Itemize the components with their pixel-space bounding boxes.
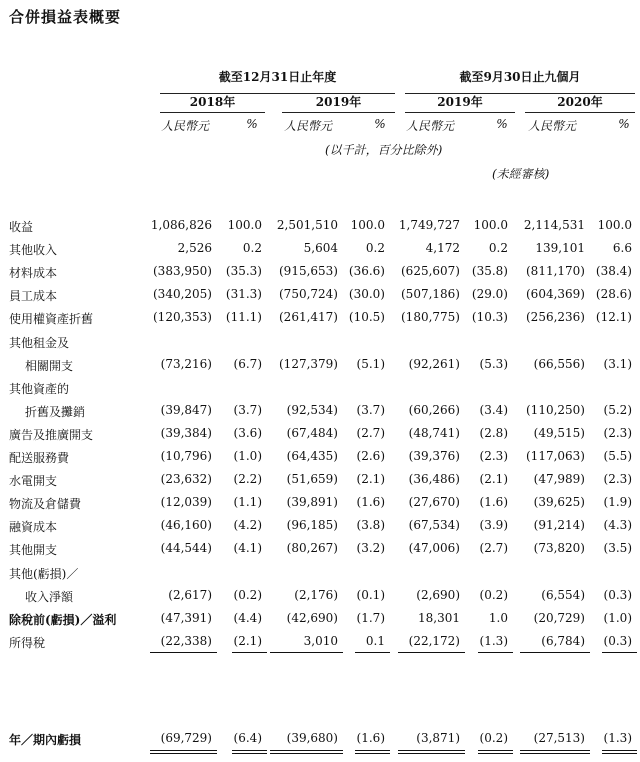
amount-cell: (47,391)	[160, 610, 212, 625]
total-double-underline	[478, 750, 513, 754]
row-label: 除稅前(虧損)／溢利	[9, 612, 117, 627]
row-label: 水電開支	[9, 474, 58, 489]
percent-cell: (4.1)	[233, 541, 262, 556]
amount-cell: 1,749,727	[398, 218, 460, 232]
amount-cell: (39,376)	[408, 449, 460, 463]
percent-cell: (30.0)	[348, 287, 385, 302]
percent-cell: (1.0)	[233, 449, 262, 463]
amount-cell: (27,513)	[533, 731, 585, 745]
amount-cell: (39,680)	[286, 731, 338, 745]
table-row	[0, 588, 640, 610]
note-thousands: (以千計，百分比除外)	[325, 143, 443, 157]
percent-cell: (1.3)	[479, 633, 508, 648]
row-label: 年／期內虧損	[9, 733, 82, 747]
table-row	[0, 611, 640, 633]
row-label: 物流及倉儲費	[9, 497, 82, 512]
unit-pct: %	[374, 117, 386, 131]
amount-cell: (2,176)	[294, 587, 338, 602]
table-row	[0, 380, 640, 402]
amount-cell: (48,741)	[408, 425, 460, 440]
unit-rmb: 人民幣元	[527, 119, 576, 133]
year-header-2019: 2019年	[282, 93, 395, 113]
total-double-underline	[232, 750, 267, 754]
percent-cell: (1.7)	[356, 610, 385, 625]
percent-cell: (3.5)	[603, 541, 632, 556]
amount-cell: (12,039)	[160, 495, 212, 510]
percent-cell: 0.1	[365, 633, 385, 648]
amount-cell: 3,010	[303, 633, 338, 648]
table-row	[0, 518, 640, 540]
row-label: 其他租金及	[9, 335, 70, 350]
row-label: 其他(虧損)／	[9, 566, 79, 581]
table-row	[0, 449, 640, 471]
amount-cell: (110,250)	[526, 402, 585, 417]
unit-pct: %	[246, 117, 258, 131]
percent-cell: (1.9)	[603, 495, 632, 510]
row-label: 折舊及攤銷	[25, 404, 86, 419]
percent-cell: (10.3)	[471, 310, 508, 325]
table-row	[0, 310, 640, 332]
amount-cell: 5,604	[303, 241, 338, 256]
unit-pct: %	[496, 117, 508, 131]
row-label: 收入淨額	[25, 589, 74, 604]
total-double-underline	[355, 750, 390, 754]
percent-cell: (3.7)	[356, 402, 385, 417]
percent-cell: 100.0	[473, 218, 508, 232]
percent-cell: (38.4)	[595, 264, 632, 279]
amount-cell: (47,006)	[408, 541, 460, 556]
amount-cell: (22,172)	[408, 633, 460, 648]
percent-cell: (1.1)	[233, 495, 262, 510]
unit-pct: %	[618, 117, 630, 131]
table-row	[0, 241, 640, 263]
amount-cell: (383,950)	[153, 264, 212, 279]
amount-cell: (604,369)	[526, 287, 585, 302]
row-label: 材料成本	[9, 266, 58, 281]
percent-cell: (3.8)	[356, 518, 385, 533]
amount-cell: (91,214)	[533, 518, 585, 533]
table-row	[0, 426, 640, 448]
percent-cell: (4.2)	[233, 518, 262, 533]
total-double-underline	[150, 750, 217, 754]
amount-cell: (96,185)	[286, 518, 338, 533]
row-label: 其他收入	[9, 243, 58, 258]
page-title: 合併損益表概要	[9, 8, 122, 26]
subtotal-underline	[602, 652, 637, 653]
amount-cell: (915,653)	[279, 264, 338, 279]
amount-cell: (811,170)	[526, 264, 585, 279]
amount-cell: (51,659)	[286, 472, 338, 487]
amount-cell: (10,796)	[160, 449, 212, 463]
amount-cell: (39,625)	[533, 495, 585, 510]
amount-cell: 2,114,531	[523, 218, 585, 232]
percent-cell: (4.3)	[603, 518, 632, 533]
unit-rmb: 人民幣元	[405, 119, 454, 133]
percent-cell: (2.6)	[356, 449, 385, 463]
percent-cell: (2.1)	[356, 472, 385, 487]
percent-cell: (35.3)	[225, 264, 262, 279]
percent-cell: (29.0)	[471, 287, 508, 302]
amount-cell: (3,871)	[416, 731, 460, 745]
amount-cell: (340,205)	[153, 287, 212, 302]
percent-cell: 0.2	[488, 241, 508, 256]
unit-rmb: 人民幣元	[160, 119, 209, 133]
note-unaudited: (未經審核)	[492, 167, 550, 181]
percent-cell: 0.2	[365, 241, 385, 256]
amount-cell: (60,266)	[408, 402, 460, 417]
amount-cell: (92,261)	[408, 356, 460, 371]
percent-cell: (5.1)	[356, 356, 385, 371]
amount-cell: (261,417)	[279, 310, 338, 325]
subtotal-underline	[232, 652, 267, 653]
percent-cell: (5.2)	[603, 402, 632, 417]
group-header-nine-months: 截至9月30日止九個月	[405, 68, 635, 94]
total-double-underline	[270, 750, 343, 754]
percent-cell: (6.7)	[233, 356, 262, 371]
row-label: 所得稅	[9, 635, 46, 650]
percent-cell: (2.7)	[356, 425, 385, 440]
amount-cell: (69,729)	[160, 731, 212, 745]
percent-cell: 100.0	[227, 218, 262, 232]
amount-cell: (2,617)	[168, 587, 212, 602]
percent-cell: (1.6)	[479, 495, 508, 510]
row-label: 員工成本	[9, 289, 58, 304]
percent-cell: (0.2)	[479, 731, 508, 745]
percent-cell: (2.2)	[233, 472, 262, 487]
table-row	[0, 357, 640, 379]
amount-cell: (120,353)	[153, 310, 212, 325]
row-label: 配送服務費	[9, 451, 70, 465]
percent-cell: (5.5)	[603, 449, 632, 463]
percent-cell: (2.3)	[479, 449, 508, 463]
amount-cell: (6,554)	[541, 587, 585, 602]
percent-cell: (0.2)	[233, 587, 262, 602]
table-row	[0, 264, 640, 286]
year-header-2019-nine-months: 2019年	[405, 93, 515, 113]
amount-cell: (66,556)	[533, 356, 585, 371]
row-label: 相關開支	[25, 358, 74, 373]
percent-cell: (0.1)	[356, 587, 385, 602]
amount-cell: (127,379)	[279, 356, 338, 371]
row-label: 其他資產的	[9, 381, 70, 396]
subtotal-underline	[398, 652, 465, 653]
amount-cell: (46,160)	[160, 518, 212, 533]
percent-cell: (1.6)	[356, 731, 385, 745]
table-row	[0, 403, 640, 425]
amount-cell: (47,989)	[533, 472, 585, 487]
amount-cell: (73,216)	[160, 356, 212, 371]
amount-cell: (36,486)	[408, 472, 460, 487]
amount-cell: (20,729)	[533, 610, 585, 625]
percent-cell: (6.4)	[233, 731, 262, 745]
amount-cell: (27,670)	[408, 495, 460, 510]
subtotal-underline	[478, 652, 513, 653]
percent-cell: 1.0	[488, 610, 508, 625]
amount-cell: (73,820)	[533, 541, 585, 556]
amount-cell: (625,607)	[401, 264, 460, 279]
percent-cell: (3.4)	[479, 402, 508, 417]
unit-rmb: 人民幣元	[283, 119, 332, 133]
amount-cell: (180,775)	[401, 310, 460, 325]
percent-cell: (0.2)	[479, 587, 508, 602]
row-label: 其他開支	[9, 543, 58, 558]
percent-cell: (0.3)	[603, 633, 632, 648]
percent-cell: (28.6)	[595, 287, 632, 302]
amount-cell: (256,236)	[526, 310, 585, 325]
amount-cell: (22,338)	[160, 633, 212, 648]
amount-cell: 4,172	[425, 241, 460, 256]
percent-cell: (12.1)	[595, 310, 632, 325]
percent-cell: (0.3)	[603, 587, 632, 602]
percent-cell: (2.3)	[603, 425, 632, 440]
amount-cell: 2,526	[177, 241, 212, 256]
amount-cell: (507,186)	[401, 287, 460, 302]
percent-cell: (36.6)	[348, 264, 385, 279]
amount-cell: (39,891)	[286, 495, 338, 510]
percent-cell: (1.0)	[603, 610, 632, 625]
amount-cell: (750,724)	[279, 287, 338, 302]
percent-cell: (3.6)	[233, 425, 262, 440]
amount-cell: 2,501,510	[276, 218, 338, 232]
table-row	[0, 334, 640, 356]
amount-cell: (64,435)	[286, 449, 338, 463]
percent-cell: 0.2	[242, 241, 262, 256]
table-row	[0, 472, 640, 494]
amount-cell: 1,086,826	[150, 218, 212, 232]
amount-cell: (6,784)	[541, 633, 585, 648]
subtotal-underline	[150, 652, 217, 653]
row-label: 融資成本	[9, 520, 58, 535]
table-row	[0, 218, 640, 240]
percent-cell: (5.3)	[479, 356, 508, 371]
row-label: 收益	[9, 220, 34, 234]
percent-cell: 6.6	[612, 241, 632, 256]
amount-cell: (67,534)	[408, 518, 460, 533]
year-header-2018: 2018年	[160, 93, 265, 113]
row-label: 使用權資產折舊	[9, 312, 94, 327]
amount-cell: (39,847)	[160, 402, 212, 417]
percent-cell: (3.1)	[603, 356, 632, 371]
table-row	[0, 565, 640, 587]
percent-cell: (35.8)	[471, 264, 508, 279]
percent-cell: (1.6)	[356, 495, 385, 510]
amount-cell: (80,267)	[286, 541, 338, 556]
table-row	[0, 541, 640, 563]
percent-cell: (4.4)	[233, 610, 262, 625]
percent-cell: 100.0	[597, 218, 632, 232]
amount-cell: (23,632)	[160, 472, 212, 487]
percent-cell: (2.8)	[479, 425, 508, 440]
subtotal-underline	[520, 652, 590, 653]
percent-cell: (2.1)	[233, 633, 262, 648]
group-header-year: 截至12月31日止年度	[160, 68, 395, 94]
amount-cell: (117,063)	[526, 449, 585, 463]
percent-cell: (1.3)	[603, 731, 632, 745]
amount-cell: (39,384)	[160, 425, 212, 440]
subtotal-underline	[355, 652, 390, 653]
percent-cell: 100.0	[350, 218, 385, 232]
total-double-underline	[398, 750, 465, 754]
percent-cell: (11.1)	[225, 310, 262, 325]
percent-cell: (31.3)	[225, 287, 262, 302]
amount-cell: (92,534)	[286, 402, 338, 417]
amount-cell: (49,515)	[533, 425, 585, 440]
subtotal-underline	[270, 652, 343, 653]
amount-cell: (2,690)	[416, 587, 460, 602]
percent-cell: (3.7)	[233, 402, 262, 417]
table-row	[0, 287, 640, 309]
percent-cell: (3.2)	[356, 541, 385, 556]
percent-cell: (10.5)	[348, 310, 385, 325]
percent-cell: (2.3)	[603, 472, 632, 487]
table-row	[0, 495, 640, 517]
year-header-2020: 2020年	[525, 93, 635, 113]
percent-cell: (3.9)	[479, 518, 508, 533]
total-double-underline	[520, 750, 590, 754]
percent-cell: (2.1)	[479, 472, 508, 487]
amount-cell: 139,101	[535, 241, 585, 256]
amount-cell: (42,690)	[286, 610, 338, 625]
row-label: 廣告及推廣開支	[9, 427, 94, 442]
amount-cell: (44,544)	[160, 541, 212, 556]
amount-cell: (67,484)	[286, 425, 338, 440]
amount-cell: 18,301	[418, 610, 460, 625]
percent-cell: (2.7)	[479, 541, 508, 556]
total-double-underline	[602, 750, 637, 754]
